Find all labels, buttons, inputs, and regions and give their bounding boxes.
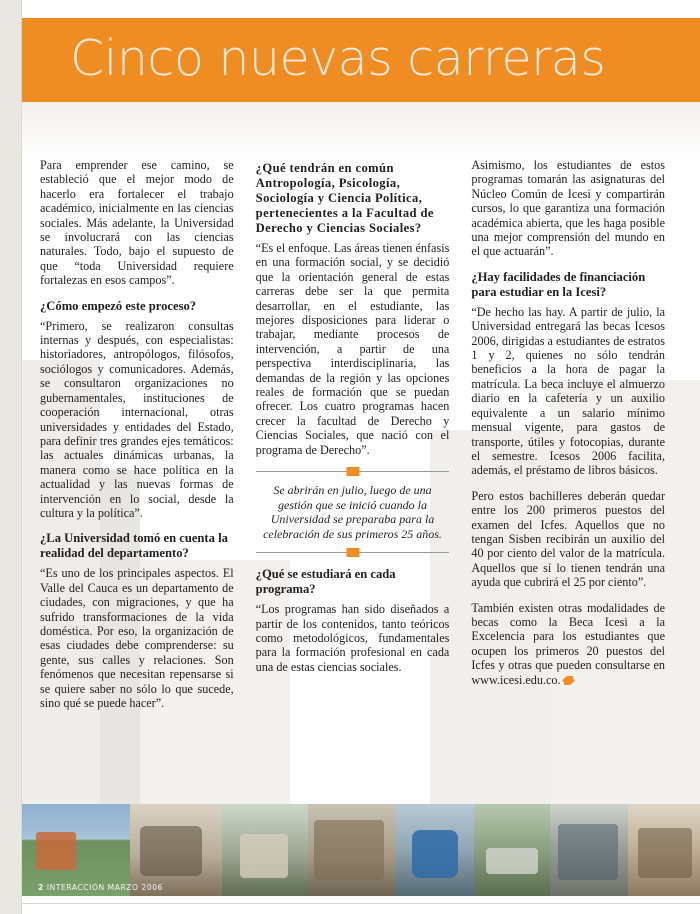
paragraph-final	[471, 601, 665, 687]
article-columns	[40, 158, 665, 721]
paragraph: Para emprender ese camino, se estableció que el mejor modo de hacerlo era fortalecer el trabajo académico, inicialmente en las ciencias sociales. Más adelante, la Universidad se involucrará con las ciencias naturales. Todo, bajo el supuesto de que “toda Universidad requiere fortalezas en esos campos”.	[40, 158, 234, 288]
article-column-3	[471, 158, 665, 721]
section-heading: ¿Qué se estudiará en cada programa?	[255, 567, 396, 597]
page-title: Cinco nuevas carreras	[70, 30, 606, 87]
section-heading: ¿Cómo empezó este proceso?	[40, 298, 197, 313]
header-gradient-wash	[22, 102, 700, 162]
paragraph: “De hecho las hay. A partir de julio, la Universidad entregará las becas Icesos 2006, dirigidas a estudiantes de estratos 1 y 2, quienes no sólo tendrán beneficios a la hora de pagar la matrícula. La beca incluye el almuerzo diario en la cafetería y un auxilio equivalente a un salario mínimo mensual vigente, para gastos de transporte, útiles y fotocopias, durante el semestre. Icesos 2006 facilita, además, el préstamo de libros básicos.	[471, 304, 666, 478]
photo-hands-writing	[628, 804, 700, 896]
article-column-1	[40, 158, 234, 721]
paragraph: “Primero, se realizaron consultas internas y después, con especialistas: historiadores, antropólogos, filósofos, sociólogos y comunicadores. Además, se consultaron organizaciones no gubernamentales, instituciones de cooperación internacional, otras universidades y entidades del Estado, para definir tres grandes ejes temáticos: las actuales dinámicas urbanas, la manera como se hace política en la actualidad y las nuevas formas de intervención en lo social, desde la cultura y la política”.	[40, 318, 234, 520]
photo-city	[550, 804, 628, 896]
publication-name: INTERACCIÓN MARZO 2006	[46, 883, 163, 892]
photo-bus	[396, 804, 474, 896]
flower-endmark-icon	[564, 676, 573, 685]
article-column-2	[256, 158, 450, 721]
paragraph: Asimismo, los estudiantes de estos programas tomarán las asignaturas del Núcleo Común de Icesi y compartirán cursos, lo que garantiza una formación académica abierta, que les haga posible una mejor comprensión del mundo en el que actuarán”.	[471, 158, 666, 259]
pull-quote	[256, 471, 450, 553]
paragraph: “Los programas han sido diseñados a partir de los contenidos, tanto teóricos como metodológicos, fundamentales para la formación profesional en cada una de estas ciencias sociales.	[255, 602, 450, 674]
footer-rule	[22, 903, 700, 904]
paragraph: “Es uno de los principales aspectos. El Valle del Cauca es un departamento de ciudades, con migraciones, y que ha sufrido transformaciones de la vida doméstica. Por eso, la organización de esas ciudades debe comprenderse: su gente, sus calles y relaciones. Son fenómenos que necesitan repensarse si se quiere saber no sólo lo que sucede, sino qué se puede hacer”.	[40, 566, 234, 710]
photo-street	[474, 804, 550, 896]
section-heading: ¿Hay facilidades de financiación para estudiar en la Icesi?	[471, 269, 646, 299]
pull-quote-rule-bottom	[256, 552, 450, 553]
photo-campus	[222, 804, 308, 896]
paragraph: Pero estos bachilleres deberán quedar entre los 200 primeros puestos del examen del Icfes. Aquellos que no tengan Sisben recibirán un auxilio del 40 por ciento del valor de la matrícula. Aquellos que sí lo tienen tendrán una ayuda que cubrirá el 25 por ciento”.	[471, 488, 666, 590]
section-heading: ¿La Universidad tomó en cuenta la realidad del departamento?	[40, 531, 228, 561]
pull-quote-rule-top	[256, 471, 450, 472]
footer-folio	[38, 883, 163, 892]
section-heading: ¿Qué tendrán en común Antropología, Psicología, Sociología y Ciencia Política, pertenecientes a la Facultad de Derecho y Ciencias Sociales?	[255, 161, 434, 235]
paragraph: “Es el enfoque. Las áreas tienen énfasis en una formación social, y se decidió que la orientación general de estas carreras debe ser la que permita desarrollar, en el estudiante, las mejores disposiciones para liderar o trabajar, mediante procesos de intervención, a partir de una perspectiva interdisciplinaria, las demandas de la región y las opciones reales de formación que se puedan ofrecer. Los cuatro programas hacen crecer la facultad de Derecho y Ciencias Sociales, que nació con el programa de Derecho”.	[255, 241, 450, 457]
pull-quote-text: Se abrirán en julio, luego de una gestión que se inició cuando la Universidad se preparaba para la celebración de sus primeros 25 años.	[263, 483, 442, 541]
photo-workshop	[308, 804, 396, 896]
left-edge-bar	[0, 0, 22, 914]
page-number: 2	[38, 883, 44, 892]
paragraph-final-text: También existen otras modalidades de becas como la Beca Icesi a la Excelencia para los estudiantes que ocupen los primeros 20 puestos del Icfes y otras que pueden consultarse en www.icesi.edu.co.	[471, 600, 666, 687]
header-band	[22, 18, 700, 102]
